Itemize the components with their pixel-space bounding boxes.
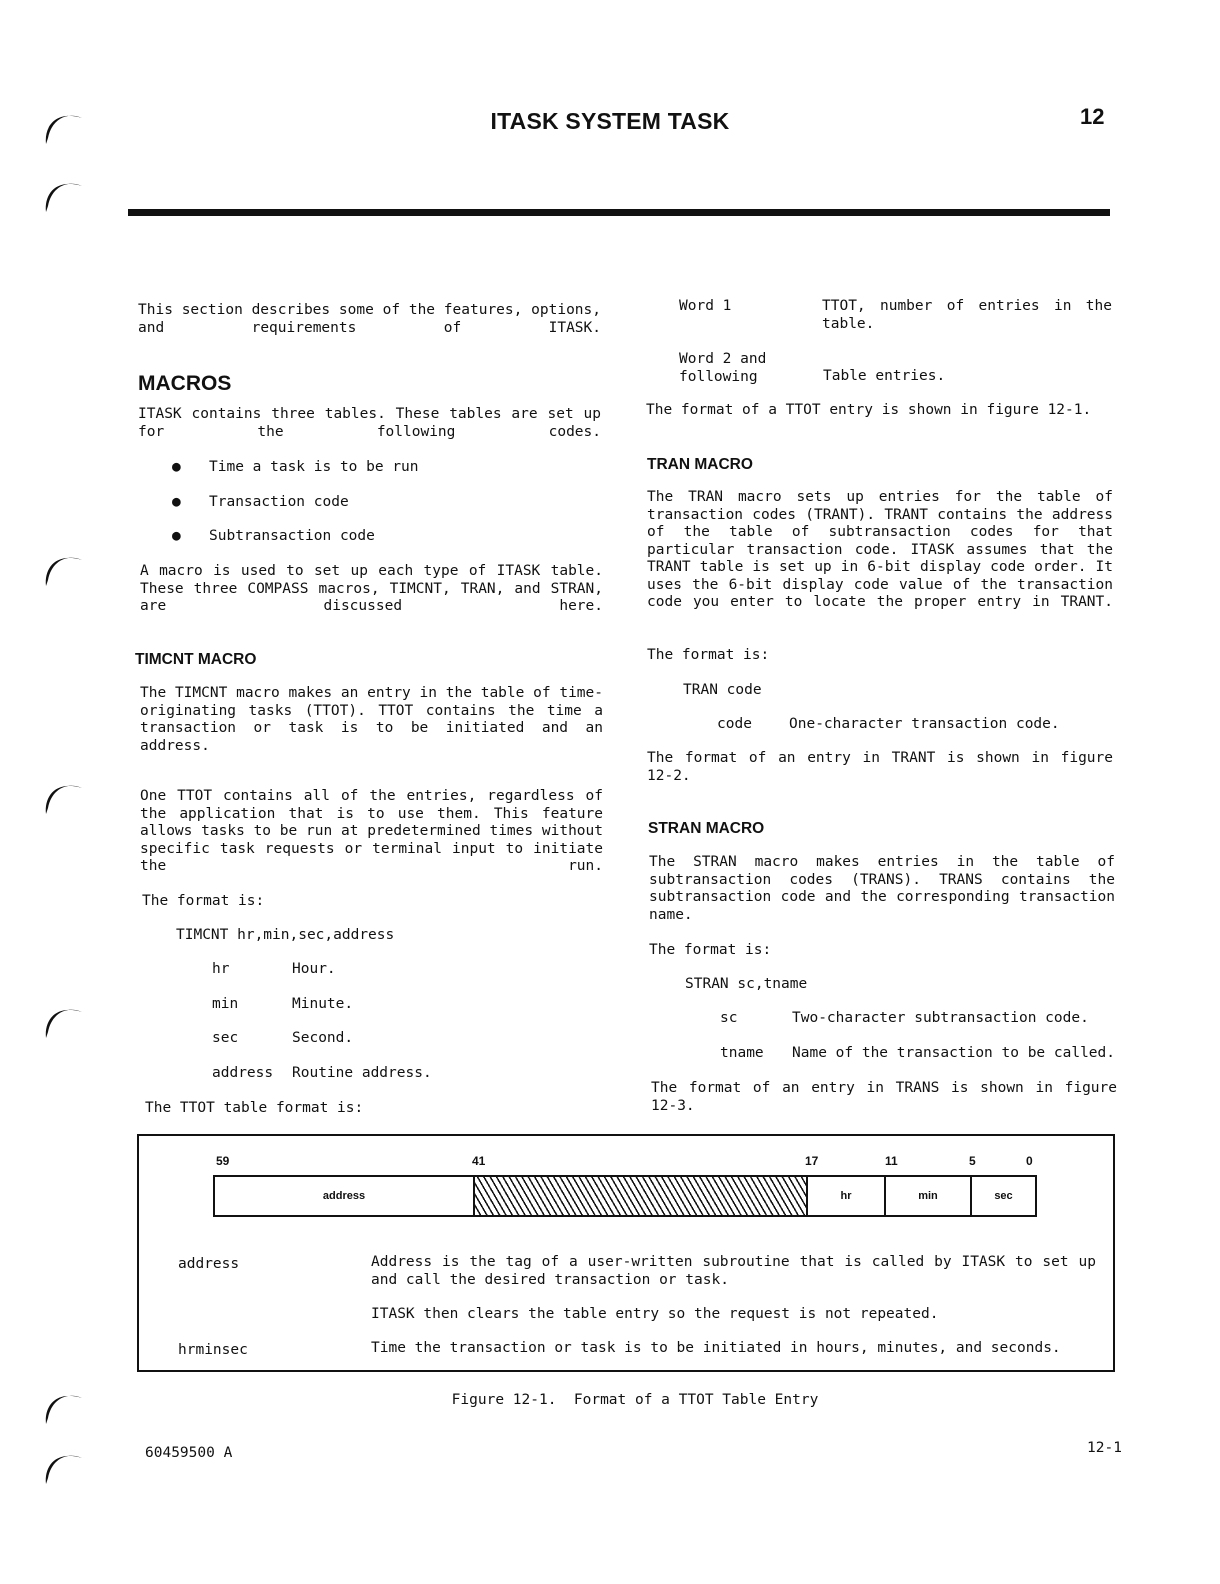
bullet-icon: ●	[172, 493, 181, 510]
timcnt-param-list	[212, 961, 432, 1081]
tran-paragraph: The TRAN macro sets up entries for the table of transaction codes (TRANT). TRANT contains the address of the table of subtransaction codes for that particular transaction code. ITASK assumes that the TRANT table is set up in 6-bit display code order. It uses the 6-bit display code value of the transaction code you enter to locate the proper entry in TRANT.	[647, 489, 1113, 610]
tran-heading: TRAN MACRO	[647, 456, 753, 473]
def-term-hrminsec: hrminsec	[178, 1342, 248, 1358]
tran-param-row: code One-character transaction code.	[717, 716, 1060, 732]
macros-paragraph: ITASK contains three tables. These tables are set up for the following codes.	[138, 406, 601, 440]
def-term-address: address	[178, 1256, 240, 1272]
macro-usage-paragraph: A macro is used to set up each type of ITASK table. These three COMPASS macros, TIMCNT, TRAN, and STRAN, are discussed here.	[140, 563, 603, 614]
def-address-line-1: Address is the tag of a user-written subroutine that is called by ITASK to set up and call the desired transaction or task.	[371, 1254, 1096, 1288]
ttot-entry-paragraph: The format of a TTOT entry is shown in figure 12-1.	[646, 402, 1092, 418]
trant-entry-paragraph: The format of an entry in TRANT is shown in figure 12-2.	[647, 750, 1113, 784]
tran-syntax: TRAN code	[683, 682, 762, 698]
bit-label: 17	[805, 1154, 819, 1168]
bullet-icon: ●	[172, 459, 181, 475]
field-sec: sec	[970, 1177, 1035, 1215]
param-row: sec Second.	[212, 1030, 354, 1046]
bit-label: 41	[472, 1154, 486, 1168]
timcnt-paragraph-1: The TIMCNT macro makes an entry in the table of time-originating tasks (TTOT). TTOT contains the time a transaction or task is to be initiated and an address.	[140, 685, 603, 754]
timcnt-paragraph-2: One TTOT contains all of the entries, regardless of the application that is to use them. This feature allows tasks to be run at predetermined times without specific task requests or terminal input to initiate the run.	[140, 788, 603, 874]
word-1-label: Word 1	[679, 298, 732, 314]
list-item: ● Subtransaction code	[172, 528, 375, 544]
bit-label: 59	[216, 1154, 230, 1168]
trans-entry-paragraph: The format of an entry in TRANS is shown in figure 12-3.	[651, 1080, 1117, 1114]
word-2-label: Word 2 and following	[679, 351, 767, 385]
timcnt-heading: TIMCNT MACRO	[135, 651, 257, 668]
param-row: tname Name of the transaction to be called.	[720, 1045, 1116, 1061]
chapter-number: 12	[1080, 104, 1105, 129]
page-number: 12-1	[1087, 1440, 1122, 1456]
figure-box	[137, 1134, 1115, 1372]
binder-hole-icon	[38, 770, 88, 820]
binder-hole-icon	[38, 542, 88, 592]
word-1-desc: TTOT, number of entries in the table.	[822, 298, 1112, 332]
def-address-line-2: ITASK then clears the table entry so the request is not repeated.	[371, 1306, 939, 1322]
bullet-list	[172, 459, 419, 544]
bit-layout-bar	[213, 1175, 1037, 1217]
field-address: address	[322, 1190, 366, 1202]
param-row: hr Hour.	[212, 961, 336, 977]
def-hrminsec-line: Time the transaction or task is to be initiated in hours, minutes, and seconds.	[371, 1340, 1061, 1356]
binder-hole-icon	[38, 1440, 88, 1490]
tran-format-label: The format is:	[647, 647, 770, 663]
param-row: min Minute.	[212, 995, 354, 1012]
list-item: ● Time a task is to be run	[172, 459, 419, 475]
binder-hole-icon	[38, 994, 88, 1044]
bit-label: 0	[1026, 1154, 1033, 1168]
field-hr: hr	[806, 1177, 884, 1215]
param-row: address Routine address.	[212, 1064, 432, 1081]
word-2-desc: Table entries.	[823, 368, 946, 384]
list-item: ● Transaction code	[172, 493, 349, 510]
param-row: sc Two-character subtransaction code.	[720, 1010, 1089, 1026]
field-reserved-hatched	[473, 1177, 806, 1215]
bit-label: 11	[885, 1154, 898, 1168]
header-rule	[128, 209, 1110, 216]
binder-hole-icon	[38, 168, 88, 218]
page-title: ITASK SYSTEM TASK	[490, 108, 730, 134]
stran-paragraph: The STRAN macro makes entries in the table of subtransaction codes (TRANS). TRANS contains the subtransaction code and the corresponding transaction name.	[649, 854, 1115, 923]
bullet-icon: ●	[172, 528, 181, 544]
timcnt-syntax: TIMCNT hr,min,sec,address	[176, 927, 395, 943]
intro-paragraph: This section describes some of the features, options, and requirements of ITASK.	[138, 302, 601, 336]
bit-label: 5	[969, 1154, 976, 1168]
stran-syntax: STRAN sc,tname	[685, 976, 808, 992]
field-min: min	[884, 1177, 970, 1215]
stran-heading: STRAN MACRO	[648, 820, 765, 837]
stran-param-list	[720, 1010, 1115, 1061]
timcnt-format-label: The format is:	[142, 893, 265, 909]
stran-format-label: The format is:	[649, 942, 772, 958]
doc-number: 60459500 A	[145, 1445, 233, 1461]
figure-caption: Figure 12-1. Format of a TTOT Table Entry	[451, 1392, 819, 1408]
ttot-format-label: The TTOT table format is:	[145, 1100, 364, 1116]
macros-heading: MACROS	[138, 372, 232, 395]
